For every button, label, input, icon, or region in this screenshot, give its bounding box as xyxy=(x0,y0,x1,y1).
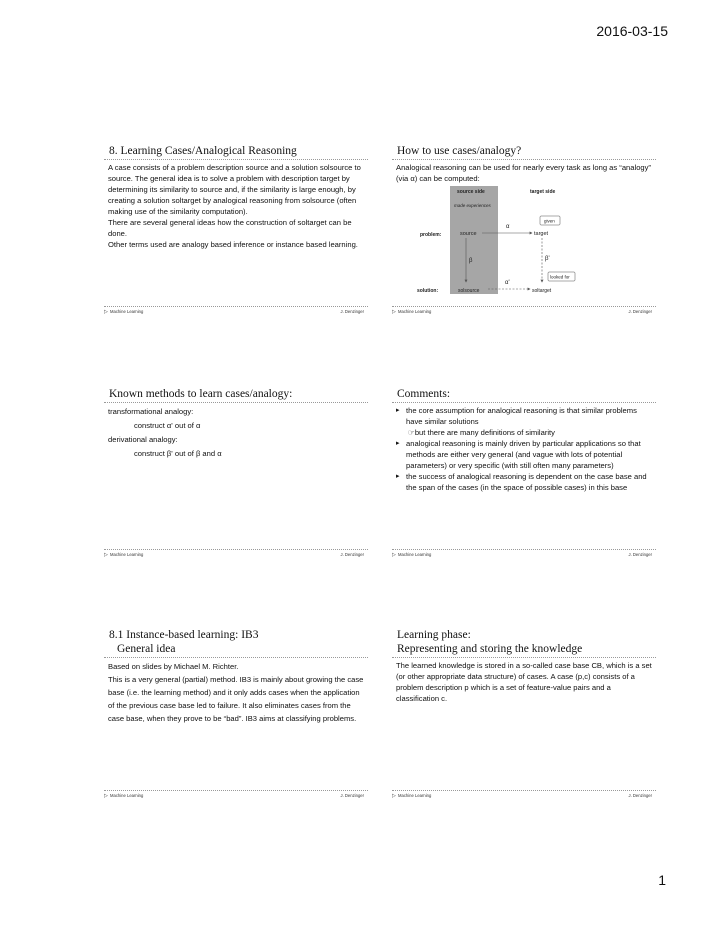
method-detail: construct β' out of β and α xyxy=(134,449,222,458)
footer-left: Machine Learning xyxy=(110,309,144,314)
slide-learning-phase xyxy=(392,621,656,801)
paragraph: A case consists of a problem description source and a solution solsource to source. The general idea is to solve a problem with description target by determining its similarity to source and, if the similarity is large enough, by creating a solution soltarget by analogical reasoning from solsource (often making use of the similarity computation). xyxy=(108,163,361,216)
beta-label: β xyxy=(469,258,473,264)
analogy-diagram xyxy=(392,172,656,294)
paragraph: This is a very general (partial) method. IB3 is mainly about growing the case base (i.e. the learning method) and it only adds cases when the application of the previous case base led to failure. It also eliminates cases from the case base, when they prove to be “bad”. IB3 aims at classifying problems. xyxy=(108,675,364,723)
slide-ib3 xyxy=(104,621,368,801)
slide-body xyxy=(396,660,652,704)
target-side-label: target side xyxy=(530,189,556,195)
method-heading: transformational analogy: xyxy=(108,407,194,416)
solution-label: solution: xyxy=(417,288,439,294)
footer-left: Machine Learning xyxy=(398,793,432,798)
looked-for-label: looked for xyxy=(550,274,570,280)
triangle-icon: ▷ xyxy=(104,309,108,315)
given-label: given xyxy=(544,218,555,224)
footer-right: J. Denzinger xyxy=(340,793,364,798)
made-experiences-label: made experiences xyxy=(454,203,491,208)
page-date: 2016-03-15 xyxy=(596,23,668,39)
slide-title: How to use cases/analogy? xyxy=(397,145,522,157)
page-number: 1 xyxy=(658,872,666,888)
paragraph: There are several general ideas how the construction of soltarget can be done. xyxy=(108,218,352,238)
slide-body xyxy=(396,405,652,493)
paragraph: Based on slides by Michael M. Richter. xyxy=(108,662,239,671)
slide-body xyxy=(108,660,364,725)
slide-comments xyxy=(392,380,656,560)
source-side-label: source side xyxy=(457,189,485,195)
slide-title xyxy=(109,628,364,656)
sol-target-node: soltarget xyxy=(532,288,552,294)
bullet-item: ▸ the success of analogical reasoning is dependent on the case base and the span of the cases (in the space of possible cases) in this base xyxy=(396,471,652,493)
slide-body xyxy=(108,405,364,461)
title-line-1: Learning phase: xyxy=(397,629,471,641)
problem-label: problem: xyxy=(420,232,442,238)
method-heading: derivational analogy: xyxy=(108,435,178,444)
bullet-item: ▸ analogical reasoning is mainly driven by particular applications so that methods are either very general (and vague with lots of potential parameters) or very specific (with still often many parameters) xyxy=(396,438,652,471)
slide-how-to-use xyxy=(392,137,656,317)
slide-title: Comments: xyxy=(397,388,451,400)
intro-text: Analogical reasoning can be used for nearly every task as long as “analogy” (via α) can be computed: xyxy=(396,163,651,183)
alpha-label: α xyxy=(506,224,510,230)
pointing-hand-icon: ☞ xyxy=(408,428,415,437)
footer-left: Machine Learning xyxy=(110,552,144,557)
triangle-icon: ▷ xyxy=(104,552,108,558)
slide-title: Known methods to learn cases/analogy: xyxy=(109,388,293,400)
method-detail: construct α' out of α xyxy=(134,421,201,430)
footer-right: J. Denzinger xyxy=(340,552,364,557)
footer-right: J. Denzinger xyxy=(340,309,364,314)
source-node: source xyxy=(460,231,477,237)
footer-left: Machine Learning xyxy=(398,552,432,557)
slide-footer xyxy=(392,792,656,801)
slide-footer xyxy=(104,551,368,560)
slide-title xyxy=(397,628,652,656)
slide-footer xyxy=(392,308,656,317)
footer-right: J. Denzinger xyxy=(628,552,652,557)
slide-footer xyxy=(104,792,368,801)
footer-right: J. Denzinger xyxy=(628,309,652,314)
title-line-2: General idea xyxy=(117,643,176,655)
sub-bullet-text: but there are many definitions of similarity xyxy=(414,428,555,437)
slide-footer xyxy=(104,308,368,317)
footer-left: Machine Learning xyxy=(110,793,144,798)
slide-known-methods xyxy=(104,380,368,560)
triangle-icon: ▷ xyxy=(392,552,396,558)
footer-left: Machine Learning xyxy=(398,309,432,314)
bullet-item: ▸ the core assumption for analogical reasoning is that similar problems have similar solutions xyxy=(396,405,652,427)
title-line-1: 8.1 Instance-based learning: IB3 xyxy=(109,629,259,641)
slide-title: 8. Learning Cases/Analogical Reasoning xyxy=(109,145,297,157)
slide-footer xyxy=(392,551,656,560)
alpha-prime-label: α' xyxy=(505,280,510,286)
beta-prime-label: β' xyxy=(545,256,550,262)
target-node: target xyxy=(534,231,549,237)
triangle-icon: ▷ xyxy=(392,793,396,799)
paragraph: Other terms used are analogy based inference or instance based learning. xyxy=(108,240,358,249)
sol-source-node: solsource xyxy=(458,288,480,294)
triangle-icon: ▷ xyxy=(104,793,108,799)
paragraph: The learned knowledge is stored in a so-called case base CB, which is a set (or other appropriate data structure) of cases. A case (p,c) consists of a problem description p which is a set of feature-value pairs and a classification c. xyxy=(396,661,652,703)
sub-bullet-item xyxy=(396,427,652,438)
title-line-2: Representing and storing the knowledge xyxy=(397,643,583,655)
triangle-icon: ▷ xyxy=(392,309,396,315)
footer-right: J. Denzinger xyxy=(628,793,652,798)
slide-learning-cases xyxy=(104,137,368,317)
slide-body xyxy=(108,162,364,250)
